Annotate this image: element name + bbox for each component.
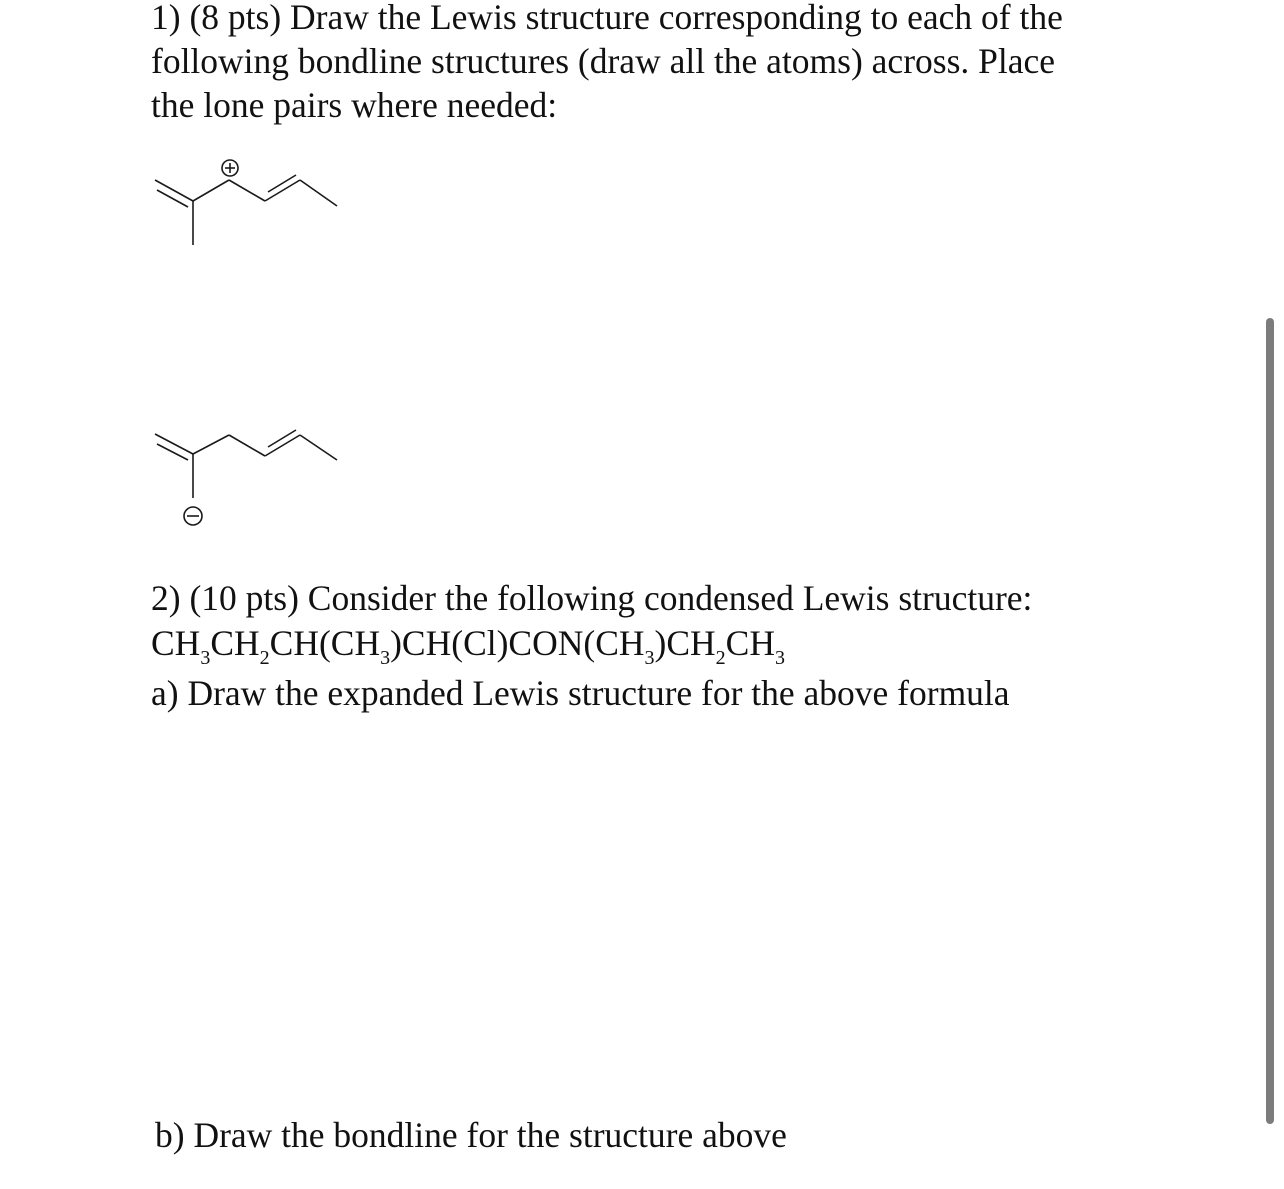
negative-charge-icon: [184, 507, 202, 525]
question-1-prompt: [151, 0, 1063, 127]
bondline-structure-anion: [145, 400, 345, 530]
double-bond-inner: [157, 190, 188, 207]
positive-charge-icon: [222, 160, 238, 176]
condensed-formula: $CH_3CH_2CH(CH_3)CH(Cl)CON(CH_3)CH_2CH_3$: [151, 623, 785, 669]
skeleton-bonds: [155, 430, 337, 498]
terminal-bond: [300, 435, 337, 460]
chain-bond-2: [229, 180, 265, 201]
double-bond-inner: [157, 444, 188, 460]
double-bond-2-inner: [268, 175, 296, 192]
bondline-structure-cation: [145, 150, 345, 250]
double-bond-2-inner: [268, 430, 296, 447]
chain-bond-1: [193, 435, 229, 454]
question-1-line-1: 1) (8 pts) Draw the Lewis structure corresponding to each of the: [151, 0, 1063, 37]
question-2b-prompt: b) Draw the bondline for the structure above: [155, 1115, 787, 1155]
question-1-line-2: following bondline structures (draw all the atoms) across. Place: [151, 41, 1056, 81]
chain-bond-2: [229, 435, 265, 456]
question-2-heading: 2) (10 pts) Consider the following condensed Lewis structure:: [151, 578, 1033, 618]
double-bond-outer: [155, 434, 193, 454]
question-2a-prompt: a) Draw the expanded Lewis structure for the above formula: [151, 673, 1010, 713]
chain-bond-1: [193, 180, 229, 201]
double-bond-outer: [155, 180, 193, 201]
question-1-line-3: the lone pairs where needed:: [151, 85, 558, 125]
vertical-scrollbar[interactable]: [1266, 318, 1274, 1124]
skeleton-bonds: [155, 175, 337, 245]
terminal-bond: [300, 180, 337, 206]
